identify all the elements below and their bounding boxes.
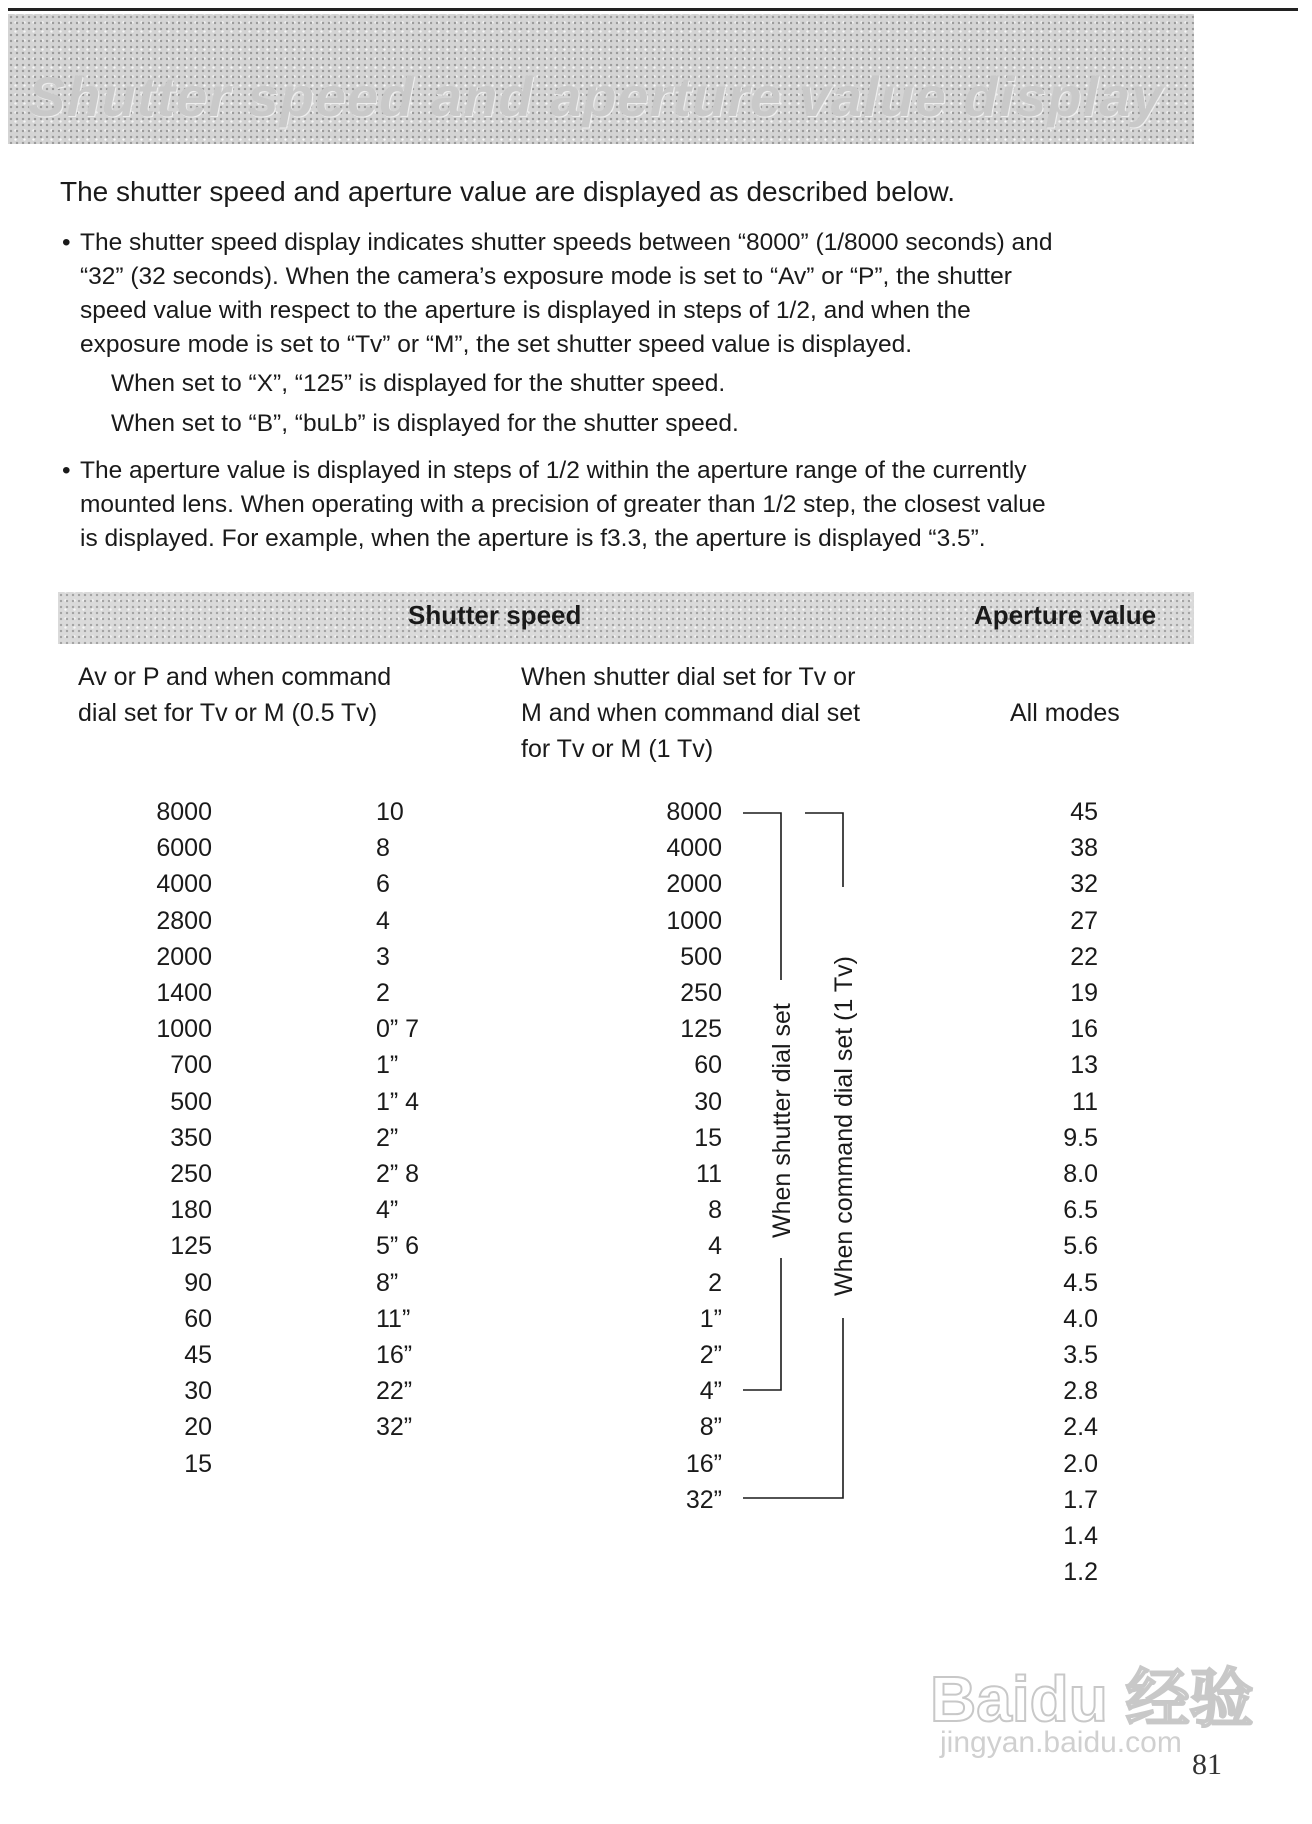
shutter-half-step-slow-value: 4” (376, 1196, 399, 1225)
aperture-value: 1.4 (1063, 1522, 1098, 1550)
command-dial-bracket (743, 1318, 843, 1498)
shutter-half-step-slow-value: 6 (376, 870, 390, 899)
shutter-half-step-value: 45 (184, 1341, 212, 1369)
page-title: Shutter speed and aperture value display (28, 65, 1164, 128)
shutter-full-step-value: 500 (680, 942, 722, 971)
aperture-value-header: Aperture value (974, 600, 1157, 630)
shutter-half-step-value: 60 (184, 1304, 212, 1333)
shutter-half-step-slow-value: 0” 7 (376, 1015, 420, 1044)
shutter-half-step-value: 350 (170, 1123, 212, 1152)
shutter-full-step-value: 8” (699, 1413, 722, 1442)
shutter-half-step-value: 90 (184, 1268, 212, 1297)
bullet-shutter-line: speed value with respect to the aperture is displayed in steps of 1/2, and when the (80, 297, 971, 324)
aperture-value: 2.4 (1063, 1413, 1098, 1442)
shutter-half-step-slow-value: 22” (376, 1377, 413, 1406)
aperture-value: 16 (1070, 1015, 1098, 1044)
aperture-value: 13 (1070, 1051, 1098, 1080)
shutter-full-step-value: 60 (694, 1051, 722, 1080)
shutter-full-step-value: 8000 (666, 798, 722, 826)
shutter-full-step-value: 4 (708, 1232, 722, 1261)
shutter-full-step-value: 125 (680, 1015, 722, 1044)
bullet-aperture-line: is displayed. For example, when the aperture is f3.3, the aperture is displayed “3.5”. (80, 525, 986, 552)
bullet-shutter-line: exposure mode is set to “Tv” or “M”, the set shutter speed value is displayed. (80, 331, 913, 358)
shutter-half-step-value: 1400 (156, 979, 212, 1007)
shutter-full-step-value: 4” (699, 1377, 722, 1406)
column-head-line: M and when command dial set (521, 699, 861, 727)
aperture-value: 19 (1070, 979, 1098, 1007)
shutter-half-step-slow-value: 1” 4 (376, 1087, 420, 1116)
shutter-dial-bracket (743, 1258, 781, 1390)
shutter-half-step-slow-value: 8 (376, 834, 390, 863)
shutter-full-step-value: 15 (694, 1123, 722, 1152)
aperture-value: 4.0 (1063, 1304, 1098, 1333)
aperture-value: 9.5 (1063, 1123, 1098, 1152)
shutter-half-step-value: 30 (184, 1377, 212, 1406)
shutter-full-step-value: 2 (708, 1268, 722, 1297)
shutter-half-step-value: 700 (170, 1051, 212, 1080)
shutter-half-step-slow-value: 16” (376, 1341, 413, 1369)
aperture-value: 8.0 (1063, 1160, 1098, 1188)
column-head-line: for Tv or M (1 Tv) (521, 735, 714, 763)
shutter-full-step-value: 2000 (666, 870, 722, 899)
shutter-half-step-slow-value: 2” (376, 1123, 399, 1152)
shutter-full-step-value: 11 (696, 1160, 722, 1188)
shutter-half-step-value: 125 (170, 1232, 212, 1261)
shutter-full-step-value: 2” (699, 1341, 722, 1369)
shutter-half-step-slow-value: 4 (376, 906, 390, 935)
bullet-dot: • (62, 229, 71, 256)
shutter-half-step-slow-value: 32” (376, 1413, 413, 1442)
page-number: 81 (1192, 1748, 1222, 1781)
aperture-value: 6.5 (1063, 1196, 1098, 1225)
baidu-watermark-url: jingyan.baidu.com (940, 1726, 1182, 1759)
shutter-full-step-value: 8 (708, 1196, 722, 1225)
shutter-half-step-value: 15 (184, 1449, 212, 1478)
shutter-half-step-value: 500 (170, 1087, 212, 1116)
aperture-value: 32 (1070, 870, 1098, 899)
baidu-watermark: Baidu 经验 (930, 1663, 1254, 1735)
shutter-half-step-value: 1000 (156, 1015, 212, 1044)
bullet-shutter-line: “32” (32 seconds). When the camera’s exposure mode is set to “Av” or “P”, the shutter (80, 263, 1012, 290)
command-dial-bracket (805, 813, 843, 887)
shutter-full-step-value: 1” (699, 1304, 722, 1333)
column-head-line: dial set for Tv or M (0.5 Tv) (78, 699, 378, 727)
note-x: When set to “X”, “125” is displayed for the shutter speed. (111, 370, 726, 397)
aperture-value: 22 (1070, 942, 1098, 971)
shutter-full-step-value: 4000 (666, 834, 722, 863)
column-head-all-modes: All modes (1010, 699, 1120, 727)
aperture-value: 11 (1072, 1087, 1098, 1116)
shutter-half-step-slow-value: 5” 6 (376, 1232, 420, 1261)
shutter-full-step-value: 250 (680, 979, 722, 1007)
shutter-half-step-slow-value: 11” (376, 1304, 411, 1333)
shutter-half-step-value: 2000 (156, 942, 212, 971)
shutter-half-step-value: 6000 (156, 834, 212, 863)
shutter-dial-bracket-label: When shutter dial set (768, 1003, 796, 1238)
aperture-value: 4.5 (1063, 1268, 1098, 1297)
shutter-speed-header: Shutter speed (408, 600, 582, 630)
note-b: When set to “B”, “buLb” is displayed for the shutter speed. (111, 410, 739, 437)
shutter-half-step-value: 8000 (156, 798, 212, 826)
shutter-half-step-slow-value: 8” (376, 1268, 399, 1297)
bullet-aperture-line: The aperture value is displayed in steps of 1/2 within the aperture range of the currently (80, 457, 1027, 484)
aperture-value: 45 (1070, 798, 1098, 826)
intro-text: The shutter speed and aperture value are displayed as described below. (60, 176, 956, 207)
shutter-half-step-value: 2800 (156, 906, 212, 935)
bullet-dot: • (62, 457, 71, 484)
shutter-full-step-value: 1000 (666, 906, 722, 935)
shutter-full-step-value: 16” (685, 1449, 722, 1478)
shutter-half-step-value: 250 (170, 1160, 212, 1188)
bullet-aperture-line: mounted lens. When operating with a precision of greater than 1/2 step, the closest value (80, 491, 1046, 518)
shutter-half-step-slow-value: 2 (376, 979, 390, 1007)
aperture-value: 5.6 (1063, 1232, 1098, 1261)
shutter-half-step-value: 4000 (156, 870, 212, 899)
aperture-value: 3.5 (1063, 1341, 1098, 1369)
column-head-line: Av or P and when command (78, 663, 392, 691)
aperture-value: 2.8 (1063, 1377, 1098, 1406)
shutter-half-step-slow-value: 1” (376, 1051, 399, 1080)
bullet-shutter-line: The shutter speed display indicates shutter speeds between “8000” (1/8000 seconds) and (80, 229, 1053, 256)
shutter-half-step-slow-value: 10 (376, 798, 404, 826)
shutter-half-step-slow-value: 2” 8 (376, 1160, 420, 1188)
aperture-value: 2.0 (1063, 1449, 1098, 1478)
shutter-half-step-value: 20 (184, 1413, 212, 1442)
shutter-full-step-value: 32” (685, 1485, 722, 1514)
shutter-half-step-value: 180 (170, 1196, 212, 1225)
shutter-dial-bracket (743, 813, 781, 980)
shutter-half-step-slow-value: 3 (376, 942, 390, 971)
aperture-value: 38 (1070, 834, 1098, 863)
command-dial-bracket-label: When command dial set (1 Tv) (830, 956, 858, 1296)
column-head-line: When shutter dial set for Tv or (521, 663, 856, 691)
shutter-full-step-value: 30 (694, 1087, 722, 1116)
aperture-value: 1.2 (1063, 1558, 1098, 1587)
aperture-value: 27 (1070, 906, 1098, 935)
aperture-value: 1.7 (1063, 1485, 1098, 1514)
